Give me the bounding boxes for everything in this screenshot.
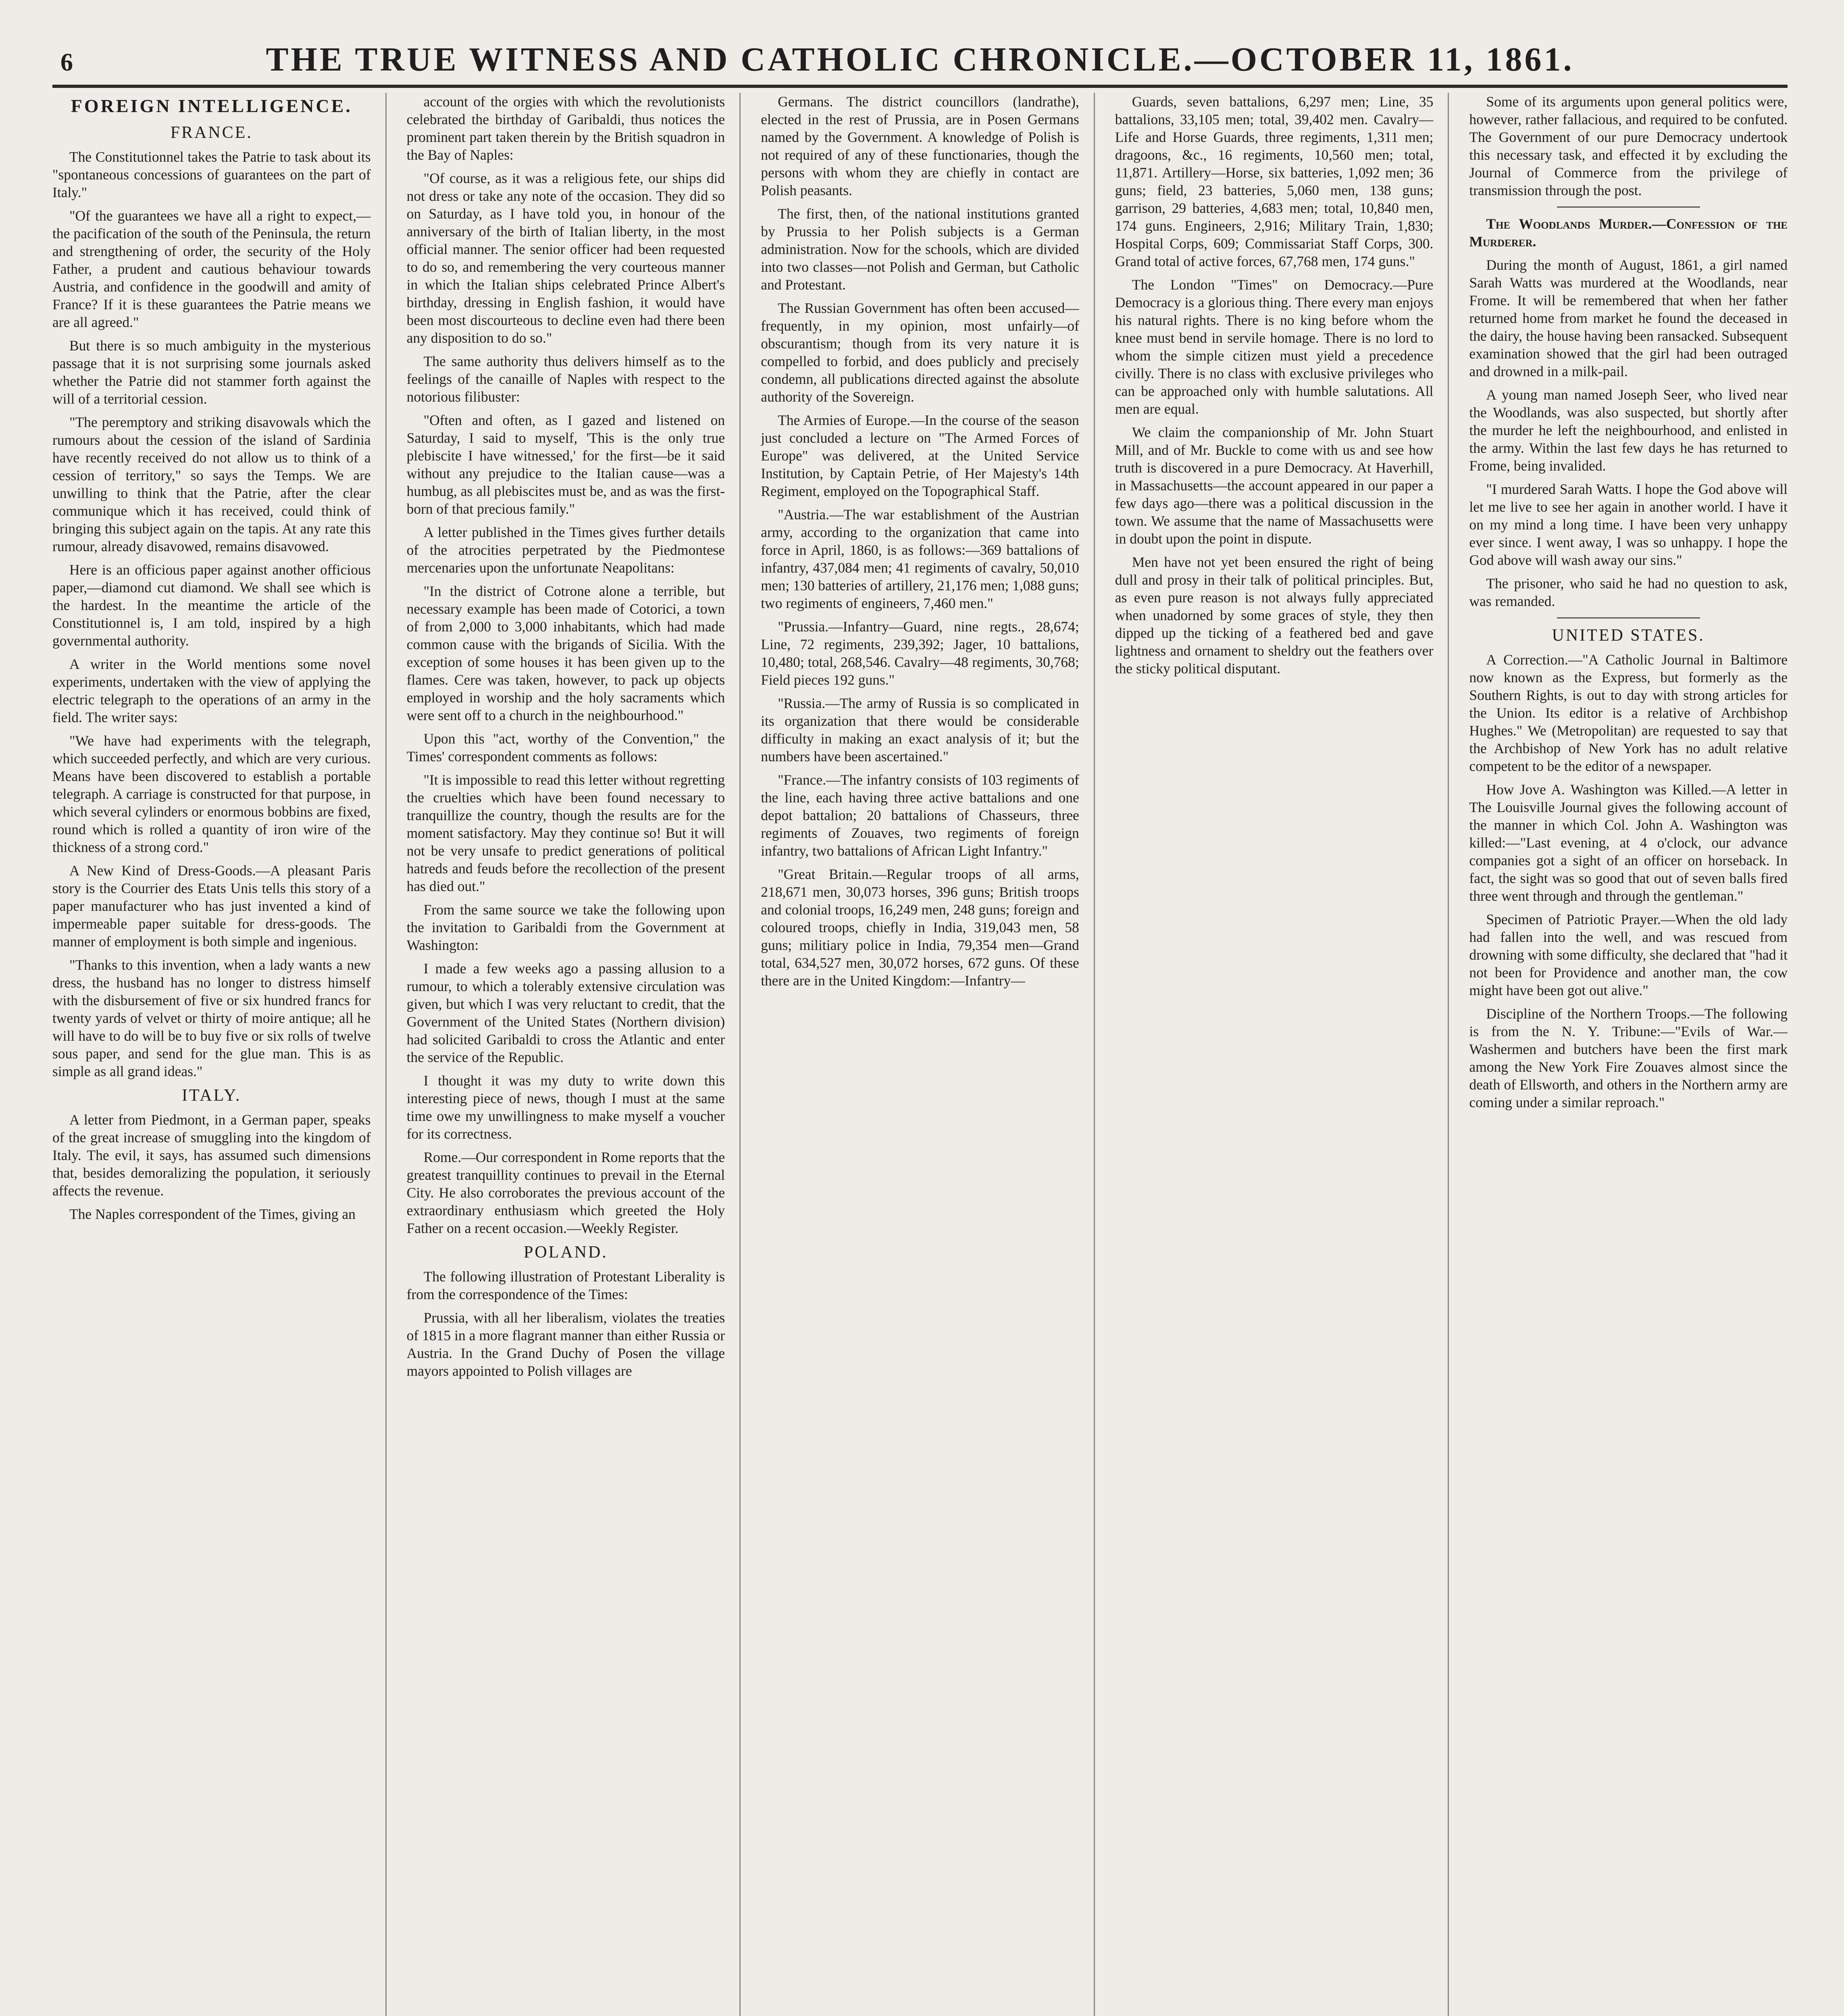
italy-heading: ITALY. (182, 1086, 241, 1105)
article-paragraph: Upon this "act, worthy of the Convention," the Times' correspondent comments as follows: (406, 731, 725, 764)
article-paragraph: A writer in the World mentions some novel experiments, undertaken with the view of applying the electric telegraph to the operations of an army in the field. The writer says: (52, 656, 371, 725)
divider (1557, 206, 1700, 208)
article-paragraph: "I murdered Sarah Watts. I hope the God above will let me live to see her again in another world. I have it on my mind a long time. I have been very unhappy ever since. I went away, I was so unhappy. I hope the God above will wash away our sins." (1469, 481, 1788, 568)
article-paragraph: But there is so much ambiguity in the mysterious passage that it is not surprising some journals asked whether the Patrie did not stammer forth against the will of a territorial cession. (52, 337, 371, 407)
article-columns (52, 93, 1788, 2016)
article-paragraph: From the same source we take the following upon the invitation to Garibaldi from the Government at Washington: (406, 902, 725, 953)
article-paragraph: "Often and often, as I gazed and listened on Saturday, I said to myself, 'This is the only true plebiscite I have witnessed,' for the first—be it said without any prejudice to the Italian cause—was a humbug, as all plebiscites must be, and as was the first-born of that precious family." (406, 412, 725, 517)
article-paragraph: The Russian Government has often been accused—frequently, in my opinion, most unfairly—of obscurantism; though from its very nature it is compelled to forbid, and does publicly and precisely condemn, all publications directed against the absolute authority of the Sovereign. (761, 300, 1079, 405)
article-paragraph: Here is an officious paper against another officious paper,—diamond cut diamond. We shall see which is the hardest. In the meantime the article of the Constitutionnel is, I am told, inspired by a high governmental authority. (52, 562, 371, 649)
article-paragraph: "Russia.—The army of Russia is so complicated in its organization that there would be considerable difficulty in making an exact analysis of it; but the numbers have been ascertained." (761, 695, 1079, 764)
article-paragraph: Germans. The district councillors (landrathe), elected in the rest of Prussia, are in Posen Germans named by the Government. A knowledge of Polish is not required of any of these functionaries, though the persons with whom they are chiefly in contact are Polish peasants. (761, 94, 1079, 198)
article-paragraph: "Of course, as it was a religious fete, our ships did not dress or take any note of the occasion. They did so on Saturday, as I have told you, in honour of the anniversary of the birth of Italian liberty, in the most official manner. The senior officer had been requested to do so, and remembering the very courteous manner in which the Italian ships celebrated Prince Albert's birthday, dressing in English fashion, it would have been most discourteous to decline even had there been any disposition to do so." (406, 170, 725, 346)
article-paragraph: A letter from Piedmont, in a German paper, speaks of the great increase of smuggling into the kingdom of Italy. The evil, it says, has assumed such dimensions that, besides demoralizing the population, it seriously affects the revenue. (52, 1112, 371, 1199)
article-paragraph: "We have had experiments with the telegraph, which succeeded perfectly, and which are very curious. Means have been discovered to establish a portable telegraph. A carriage is constructed for that purpose, in which several cylinders or enormous bobbins are fixed, round which is rolled a quantity of iron wire of the thickness of a strong cord." (52, 733, 371, 855)
article-paragraph: I thought it was my duty to write down this interesting piece of news, though I must at the same time owe my unwillingness to make myself a voucher for its correctness. (406, 1073, 725, 1142)
article-paragraph: "France.—The infantry consists of 103 regiments of the line, each having three active battalions and one depot battalion; 20 battalions of Chasseurs, three regiments of Zouaves, two regiments of foreign infantry, two battalions of African Light Infantry." (761, 772, 1079, 859)
article-paragraph: The prisoner, who said he had no question to ask, was remanded. (1469, 575, 1788, 609)
article-paragraph: Rome.—Our correspondent in Rome reports that the greatest tranquillity continues to prevail in the Eternal City. He also corroborates the previous account of the extraordinary enthusiasm which greeted the Holy Father on a recent occasion.—Weekly Register. (406, 1149, 725, 1236)
article-paragraph: A Correction.—"A Catholic Journal in Baltimore now known as the Express, but formerly as the Southern Rights, is out to day with strong articles for the Union. Its editor is a relative of Archbishop Hughes." We (Metropolitan) are requested to say that the Archbishop of New York has no adult relative competent to be the editor of a newspaper. (1469, 652, 1788, 774)
column-5 (1469, 93, 1788, 2016)
france-heading: FRANCE. (170, 123, 253, 142)
article-paragraph: The first, then, of the national institutions granted by Prussia to her Polish subjects is a German administration. Now for the schools, which are divided into two classes—not Polish and German, but Catholic and Protestant. (761, 206, 1079, 293)
masthead (52, 24, 1788, 88)
page-number: 6 (60, 49, 73, 76)
divider (1557, 617, 1700, 619)
article-paragraph: The same authority thus delivers himself as to the feelings of the canaille of Naples with respect to the notorious filibuster: (406, 353, 725, 405)
article-paragraph: Prussia, with all her liberalism, violates the treaties of 1815 in a more flagrant manner than either Russia or Austria. In the Grand Duchy of Posen the village mayors appointed to Polish villages are (406, 1310, 725, 1379)
article-paragraph: "Austria.—The war establishment of the Austrian army, according to the organization that came into force in April, 1860, is as follows:—369 battalions of infantry, 437,084 men; 41 regiments of cavalry, 50,010 men; 130 batteries of artillery, 21,176 men; 1,088 guns; two regiments of engineers, 7,460 men." (761, 506, 1079, 611)
article-paragraph: The Armies of Europe.—In the course of the season just concluded a lecture on "The Armed Forces of Europe" was delivered, at the United Service Institution, by Captain Petrie, of Her Majesty's 14th Regiment, employed on the Topographical Staff. (761, 412, 1079, 499)
column-1 (52, 93, 387, 2016)
article-paragraph: Discipline of the Northern Troops.—The following is from the N. Y. Tribune:—"Evils of War.—Washermen and butchers have been the first mark among the New York Fire Zouaves almost since the death of Ellsworth, and others in the Northern army are coming under a similar reproach." (1469, 1006, 1788, 1110)
article-paragraph: The London "Times" on Democracy.—Pure Democracy is a glorious thing. There every man enjoys his natural rights. There is no king before whom the knee must bend in servile homage. There is no lord to whom the simple citizen must yield a precedence civilly. There is no class with exclusive privileges who can be approached only with humble salutations. All men are equal. (1115, 277, 1434, 417)
newspaper-title: THE TRUE WITNESS AND CATHOLIC CHRONICLE.—OCTOBER 11, 1861. (266, 41, 1574, 78)
article-paragraph: Guards, seven battalions, 6,297 men; Line, 35 battalions, 33,105 men; total, 39,402 men. Cavalry—Life and Horse Guards, three regiments, 1,311 men; dragoons, &c., 16 regiments, 10,560 men; total, 11,871. Artillery—Horse, six batteries, 1,092 men; 36 guns; field, 23 batteries, 5,060 men, 138 guns; garrison, 29 batteries, 4,683 men; total, 10,840 men, 174 guns. Engineers, 2,916; Military Train, 1,830; Hospital Corps, 609; Commissariat Staff Corps, 300. Grand total of active forces, 67,768 men, 174 guns." (1115, 94, 1434, 269)
article-paragraph: A letter published in the Times gives further details of the atrocities perpetrated by the Piedmontese mercenaries upon the unfortunate Neapolitans: (406, 524, 725, 576)
article-paragraph: "Thanks to this invention, when a lady wants a new dress, the husband has no longer to distress himself with the disbursement of five or six hundred francs for twenty yards of velvet or thirty of moire antique; all he will have to do will be to buy five or six rolls of twelve sous paper, and send for the glue man. This is as simple as all grand ideas." (52, 957, 371, 1079)
poland-heading: POLAND. (523, 1243, 608, 1262)
column-4 (1115, 93, 1449, 2016)
article-paragraph: The Constitutionnel takes the Patrie to task about its "spontaneous concessions of guarantees on the part of Italy." (52, 149, 371, 200)
section-title: FOREIGN INTELLIGENCE. (71, 96, 352, 116)
column-3 (761, 93, 1095, 2016)
article-paragraph: During the month of August, 1861, a girl named Sarah Watts was murdered at the Woodlands, near Frome. It will be remembered that when her father returned home from market he found the deceased in the dairy, the house having been ransacked. Subsequent examination showed that the girl had been outraged and drowned in a milk-pail. (1469, 257, 1788, 379)
article-paragraph: "Of the guarantees we have all a right to expect,—the pacification of the south of the Peninsula, the return and strengthening of order, the security of the Holy Father, a prudent and cautious behaviour towards Austria, and confidence in the goodwill and amity of France? If it is these guarantees the Patrie means we are all agreed." (52, 208, 371, 330)
article-paragraph: How Jove A. Washington was Killed.—A letter in The Louisville Journal gives the following account of the manner in which Col. John A. Washington was killed:—"Last evening, at 4 o'clock, our advance companies got a sight of an officer on horseback. In fact, the sight was so good that out of seven balls fired three went through and through the gentleman." (1469, 781, 1788, 904)
article-paragraph: "Great Britain.—Regular troops of all arms, 218,671 men, 30,073 horses, 396 guns; British troops and colonial troops, 16,249 men, 248 guns; foreign and coloured troops, chiefly in India, 319,043 men, 58 guns; militiary police in India, 79,354 men—Grand total, 634,527 men, 30,072 horses, 672 guns. Of these there are in the United Kingdom:—Infantry— (761, 866, 1079, 989)
article-paragraph: Some of its arguments upon general politics were, however, rather fallacious, and required to be confuted. The Government of our pure Democracy undertook this necessary task, and effected it by excluding the Journal of Commerce from the privilege of transmission through the post. (1469, 94, 1788, 198)
column-2 (407, 93, 741, 2016)
article-paragraph: I made a few weeks ago a passing allusion to a rumour, to which a tolerably extensive circulation was given, but which I was very reluctant to credit, that the Government of the United States (Northern division) had solicited Garibaldi to cross the Atlantic and enter the service of the Republic. (406, 960, 725, 1065)
article-paragraph: "It is impossible to read this letter without regretting the cruelties which have been found necessary to tranquillize the country, though the results are for the moment satisfactory. May they continue so! But it will not be very unsafe to predict generations of political hatreds and feuds before the recollection of the present has died out." (406, 772, 725, 894)
article-paragraph: Men have not yet been ensured the right of being dull and prosy in their talk of political principles. But, as even pure reason is not always fully appreciated when unadorned by some graces of style, they then dipped up the ticking of a feathered bed and gave lightness and ornament to sheldry out the feathers over the sticky political disputant. (1115, 554, 1434, 677)
article-paragraph: "Prussia.—Infantry—Guard, nine regts., 28,674; Line, 72 regiments, 239,392; Jager, 10 battalions, 10,480; total, 268,546. Cavalry—48 regiments, 30,768; Field pieces 192 guns." (761, 619, 1079, 688)
article-paragraph: "The peremptory and striking disavowals which the rumours about the cession of the island of Sardinia have recently received do not allow us to think of a cession of territory," so says the Temps. We are unwilling to think that the Patrie, after the clear communique which it has received, could think of bringing this subject again on the tapis. At any rate this rumour, already disavowed, remains disavowed. (52, 414, 371, 554)
article-paragraph: "In the district of Cotrone alone a terrible, but necessary example has been made of Cotorici, a town of from 2,000 to 3,000 inhabitants, which had made common cause with the brigands of Sicilia. With the exception of some houses it has been given up to the flames. Cere was taken, however, to pack up objects employed in worship and the holy sacraments which were sent off to a church in the neighbourhood." (406, 583, 725, 723)
article-paragraph: The Naples correspondent of the Times, giving an (69, 1206, 356, 1222)
article-paragraph: The following illustration of Protestant Liberality is from the correspondence of the Times: (406, 1268, 725, 1302)
article-paragraph: Specimen of Patriotic Prayer.—When the old lady had fallen into the well, and was rescued from drowning with some difficulty, she declared that "had it not been for Providence and another man, the cow might have been got out alive." (1469, 911, 1788, 998)
article-paragraph: A New Kind of Dress-Goods.—A pleasant Paris story is the Courrier des Etats Unis tells this story of a paper manufacturer who has just invented a kind of impermeable paper suitable for dress-goods. The manner of employment is both simple and ingenious. (52, 862, 371, 950)
united-states-heading: UNITED STATES. (1552, 626, 1705, 645)
murder-heading: The Woodlands Murder.—Confession of the Murderer. (1469, 216, 1788, 250)
article-paragraph: A young man named Joseph Seer, who lived near the Woodlands, was also suspected, but shortly after the murder he left the neighbourhood, and enlisted in the army. Within the last few days he has returned to Frome, being invalided. (1469, 387, 1788, 474)
article-paragraph: We claim the companionship of Mr. John Stuart Mill, and of Mr. Buckle to come with us and see how truth is discovered in a pure Democracy. At Haverhill, in Massachusetts—the account appeared in our paper a few days ago—there was a political discussion in the town. We assume that the name of Massachusetts were in doubt upon the point in dispute. (1115, 424, 1434, 547)
article-paragraph: account of the orgies with which the revolutionists celebrated the birthday of Garibaldi, thus notices the prominent part taken therein by the British squadron in the Bay of Naples: (406, 94, 725, 163)
